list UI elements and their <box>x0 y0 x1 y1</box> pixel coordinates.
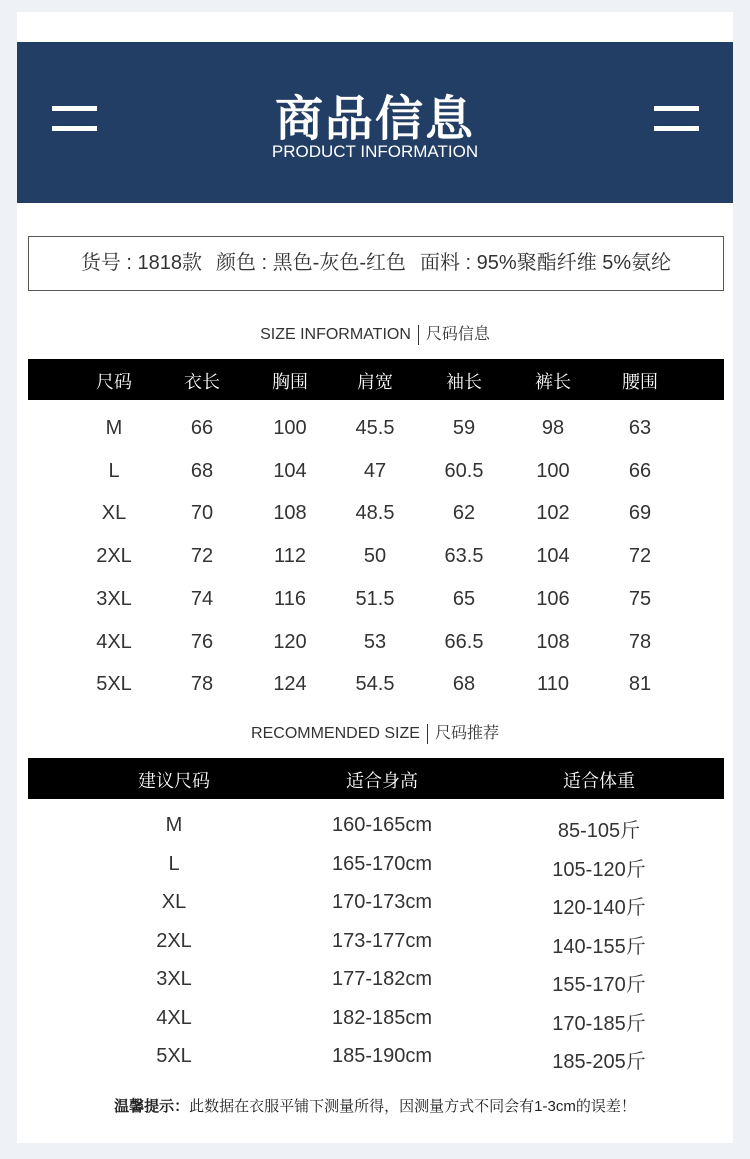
table-cell: 108 <box>536 630 570 653</box>
table-row <box>28 413 724 443</box>
table-cell: 62 <box>452 502 476 525</box>
table-cell: 120-140斤 <box>552 897 646 919</box>
product-info-box <box>28 236 724 291</box>
table-cell: 108 <box>273 502 307 525</box>
table-cell: 160-165cm <box>331 814 433 836</box>
table-cell: L <box>168 852 180 875</box>
table-cell: 81 <box>628 673 652 696</box>
table-cell: 140-155斤 <box>552 935 646 958</box>
table-cell: XL <box>161 891 187 913</box>
table-header <box>28 359 724 400</box>
table-cell: 70 <box>190 502 214 525</box>
table-cell: 69 <box>628 502 652 525</box>
table-row <box>28 964 724 994</box>
table-row <box>28 669 724 699</box>
product-card <box>17 12 733 1143</box>
table-cell: 54.5 <box>355 673 395 696</box>
size-info-title <box>17 321 733 345</box>
table-cell: 182-185cm <box>331 1006 433 1029</box>
tip-label: 温馨提示： <box>114 1098 190 1115</box>
header-cell: 适合身高 <box>346 771 418 791</box>
table-cell: 185-190cm <box>331 1045 433 1067</box>
header-cell: 胸围 <box>272 372 308 392</box>
table-cell: L <box>108 459 120 482</box>
tip-text: 此数据在衣服平铺下测量所得，因测量方式不同会有1-3cm的误差！ <box>189 1098 636 1115</box>
table-cell: 66 <box>628 459 652 482</box>
table-row <box>28 887 724 917</box>
table-cell: 65 <box>452 587 476 610</box>
table-cell: 116 <box>274 587 306 610</box>
table-cell: 68 <box>190 459 214 482</box>
header-cell: 衣长 <box>184 372 220 392</box>
warm-tip <box>17 1095 733 1116</box>
table-cell: 120 <box>273 630 307 653</box>
table-cell: 98 <box>541 417 565 439</box>
banner-title-en: PRODUCT INFORMATION <box>271 142 479 161</box>
table-cell: 60.5 <box>444 459 484 482</box>
table-cell: 102 <box>536 502 570 525</box>
table-cell: 48.5 <box>355 502 395 525</box>
header-banner <box>17 42 733 203</box>
table-cell: 104 <box>536 545 570 568</box>
item-number: 货号 : 1818款 <box>80 252 202 274</box>
size-info-title-cn: 尺码信息 <box>425 326 490 343</box>
table-row <box>28 1041 724 1071</box>
table-cell: 66.5 <box>444 630 484 653</box>
double-line-icon-right <box>654 106 699 134</box>
table-cell: 75 <box>628 587 652 610</box>
table-cell: 105-120斤 <box>552 858 646 881</box>
table-cell: 2XL <box>156 929 192 952</box>
table-row <box>28 456 724 486</box>
table-row <box>28 627 724 657</box>
table-cell: 100 <box>536 459 570 482</box>
table-cell: 112 <box>274 545 306 568</box>
table-row <box>28 541 724 571</box>
table-cell: 63.5 <box>444 545 484 568</box>
table-cell: 170-185斤 <box>552 1012 646 1035</box>
table-cell: 155-170斤 <box>552 974 646 996</box>
table-cell: 2XL <box>96 545 132 568</box>
table-row <box>28 926 724 956</box>
table-cell: 63 <box>628 417 652 439</box>
size-info-title-en: SIZE INFORMATION <box>260 326 411 343</box>
table-cell: 110 <box>537 673 569 696</box>
title-divider <box>427 724 428 744</box>
table-cell: 59 <box>452 417 476 439</box>
table-cell: 45.5 <box>355 417 395 439</box>
recommend-title <box>17 720 733 744</box>
table-cell: 76 <box>190 630 214 653</box>
header-cell: 腰围 <box>622 372 658 392</box>
header-cell: 裤长 <box>535 372 571 392</box>
color-options: 颜色 : 黑色-灰色-红色 <box>216 252 406 274</box>
table-cell: XL <box>101 502 127 525</box>
header-cell: 尺码 <box>96 372 132 392</box>
table-row <box>28 849 724 879</box>
table-cell: 5XL <box>156 1045 192 1067</box>
table-header <box>28 758 724 799</box>
table-cell: 177-182cm <box>331 968 433 990</box>
table-cell: 51.5 <box>355 587 395 610</box>
header-cell: 肩宽 <box>357 372 393 392</box>
table-cell: 47 <box>363 459 387 482</box>
title-divider <box>418 325 419 345</box>
table-cell: 3XL <box>156 968 192 990</box>
table-cell: 106 <box>536 587 570 610</box>
table-cell: 74 <box>190 587 214 610</box>
table-cell: M <box>165 814 183 836</box>
table-cell: 5XL <box>96 673 132 696</box>
table-cell: 100 <box>273 417 307 439</box>
table-cell: 185-205斤 <box>552 1051 646 1073</box>
banner-title-cn: 商品信息 <box>274 93 475 146</box>
table-cell: 78 <box>628 630 652 653</box>
table-row <box>28 810 724 840</box>
table-row <box>28 498 724 528</box>
table-cell: 104 <box>273 459 307 482</box>
table-cell: 50 <box>363 545 387 568</box>
table-cell: 78 <box>190 673 214 696</box>
header-cell: 建议尺码 <box>138 771 210 791</box>
table-cell: 53 <box>363 630 387 653</box>
table-cell: 66 <box>190 417 214 439</box>
fabric-composition: 面料 : 95%聚酯纤维 5%氨纶 <box>420 252 672 274</box>
recommend-title-en: RECOMMENDED SIZE <box>251 725 420 742</box>
table-cell: M <box>105 417 123 439</box>
table-cell: 173-177cm <box>331 929 433 952</box>
table-cell: 165-170cm <box>331 852 433 875</box>
header-cell: 袖长 <box>446 372 482 392</box>
table-cell: 4XL <box>96 630 132 653</box>
table-cell: 124 <box>273 673 307 696</box>
table-cell: 85-105斤 <box>557 820 641 842</box>
table-row <box>28 1003 724 1033</box>
table-cell: 4XL <box>156 1006 192 1029</box>
table-cell: 3XL <box>96 587 132 610</box>
table-cell: 72 <box>628 545 652 568</box>
table-row <box>28 584 724 614</box>
table-cell: 170-173cm <box>331 891 433 913</box>
recommend-title-cn: 尺码推荐 <box>434 725 499 742</box>
table-cell: 72 <box>190 545 214 568</box>
header-cell: 适合体重 <box>563 771 635 791</box>
table-cell: 68 <box>452 673 476 696</box>
